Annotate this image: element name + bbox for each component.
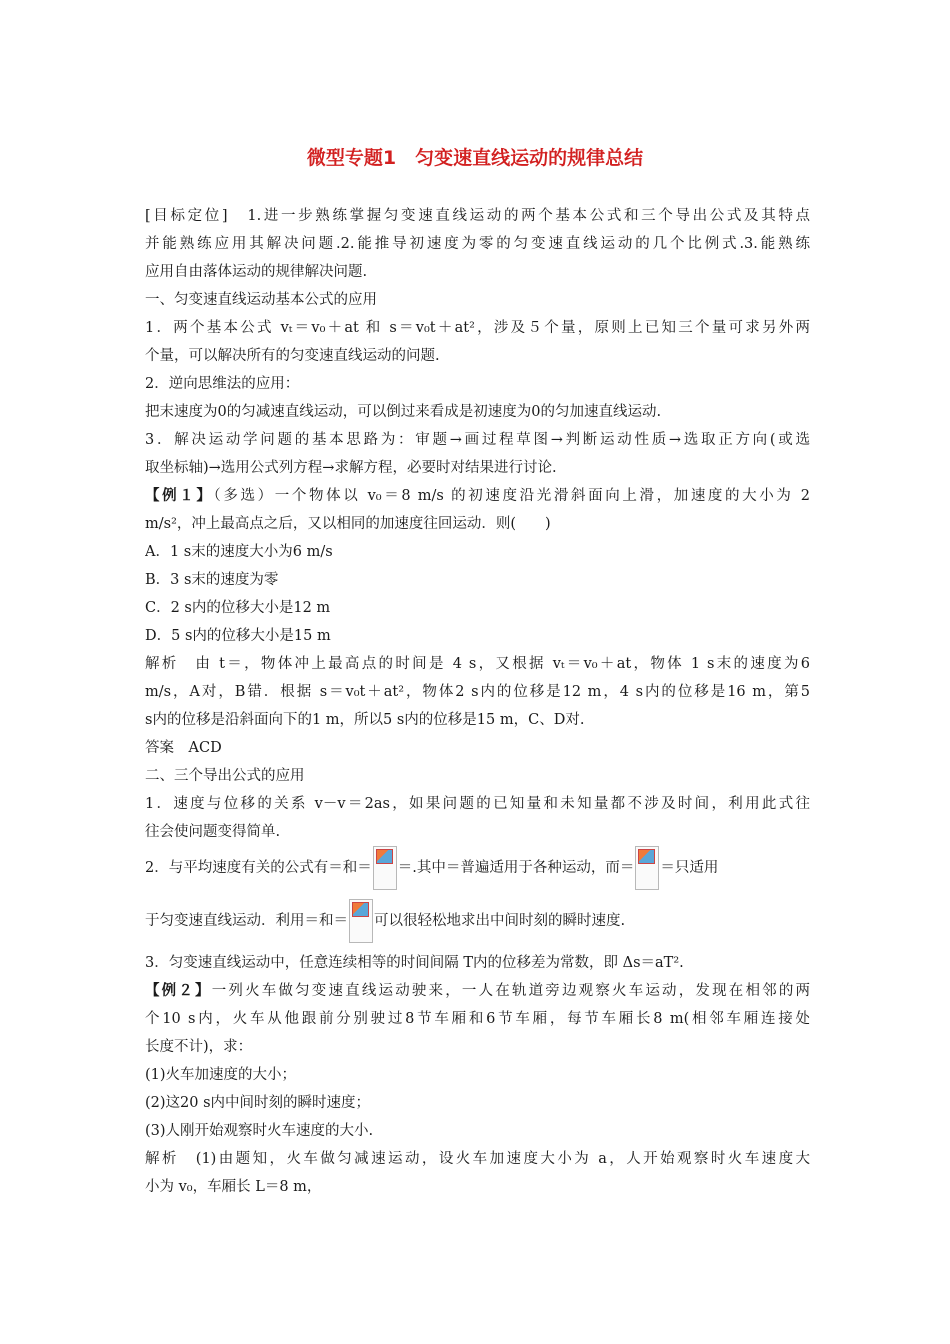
text-line: 把末速度为0的匀减速直线运动，可以倒过来看成是初速度为0的匀加速直线运动.	[145, 404, 662, 420]
text-line: 个量，可以解决所有的匀变速直线运动的问题.	[145, 348, 440, 364]
text-segment: 于匀变速直线运动．利用＝和＝	[145, 913, 348, 929]
example-label: 【例２】	[145, 982, 212, 999]
text-line: 应用自由落体运动的规律解决问题.	[145, 264, 368, 280]
formula-image-icon	[349, 899, 373, 943]
option-c: C．2 s内的位移大小是12 m	[145, 600, 331, 616]
text-segment: ＝只适用	[660, 860, 719, 876]
text-line: 3．匀变速直线运动中，任意连续相等的时间间隔 T内的位移差为常数，即 Δs＝aT².	[145, 955, 684, 971]
solution-line: s内的位移是沿斜面向下的1 m，所以5 s内的位移是15 m，C、D对.	[145, 712, 585, 728]
text-line: 1．两个基本公式 vₜ＝v₀＋at 和 s＝v₀t＋at²，涉及５个量，原则上已知三个量可求另外两	[145, 320, 810, 336]
formula-image-icon	[373, 846, 397, 890]
question-item: (1)火车加速度的大小；	[145, 1067, 297, 1083]
example-2-heading: 【例２】一列火车做匀变速直线运动驶来，一人在轨道旁边观察火车运动，发现在相邻的两	[145, 982, 810, 999]
page-title: 微型专题1 匀变速直线运动的规律总结	[306, 147, 644, 169]
text-line: 3．解决运动学问题的基本思路为：审题→画过程草图→判断运动性质→选取正方向(或选	[145, 432, 810, 448]
formula-line	[145, 898, 810, 944]
text-line: 个10 s内，火车从他跟前分别驶过8节车厢和6节车厢，每节车厢长8 m(相邻车厢连接处	[145, 1011, 810, 1027]
text-line: 长度不计)，求：	[145, 1039, 253, 1055]
option-b: B．3 s末的速度为零	[145, 572, 279, 588]
question-item: (3)人刚开始观察时火车速度的大小.	[145, 1123, 374, 1139]
text-segment: 2．与平均速度有关的公式有＝和＝	[145, 860, 372, 876]
formula-image-icon	[635, 846, 659, 890]
solution-line: 解析 由 t＝，物体冲上最高点的时间是 4 s，又根据 vₜ＝v₀＋at，物体 1 s末的速度为6	[145, 656, 810, 672]
text-line: 取坐标轴)→选用公式列方程→求解方程，必要时对结果进行讨论.	[145, 460, 557, 476]
solution-line: 小为 v₀，车厢长 L＝8 m，	[145, 1179, 322, 1195]
answer-line: 答案 ACD	[145, 740, 222, 756]
formula-line	[145, 845, 810, 891]
text-segment: ＝.其中＝普遍适用于各种运动，而＝	[397, 860, 635, 876]
solution-line: 解析 (1)由题知，火车做匀减速运动，设火车加速度大小为 a，人开始观察时火车速度大	[145, 1151, 810, 1167]
question-item: (2)这20 s内中间时刻的瞬时速度；	[145, 1095, 371, 1111]
example-1-heading: 【例１】（多选）一个物体以 v₀＝8 m/s 的初速度沿光滑斜面向上滑，加速度的大小为 2	[145, 487, 810, 504]
text-line: 1．速度与位移的关系 v－v＝2as，如果问题的已知量和未知量都不涉及时间，利用此式往	[145, 796, 810, 812]
text-line: 往会使问题变得简单.	[145, 824, 281, 840]
section-heading: 一、匀变速直线运动基本公式的应用	[145, 292, 377, 308]
section-heading: 二、三个导出公式的应用	[145, 768, 305, 784]
text-line: 2．逆向思维法的应用：	[145, 376, 300, 392]
text-line: [目标定位] 1.进一步熟练掌握匀变速直线运动的两个基本公式和三个导出公式及其特点	[145, 208, 810, 224]
text-segment: 可以很轻松地求出中间时刻的瞬时速度.	[374, 913, 626, 929]
solution-line: m/s，A对，B错．根据 s＝v₀t＋at²，物体2 s内的位移是12 m，4 s内的位移是16 m，第5	[145, 684, 810, 700]
text-line: m/s²，冲上最高点之后，又以相同的加速度往回运动．则( )	[145, 516, 551, 532]
option-d: D．5 s内的位移大小是15 m	[145, 628, 331, 644]
option-a: A．1 s末的速度大小为6 m/s	[145, 544, 333, 560]
text-line: 并能熟练应用其解决问题.2.能推导初速度为零的匀变速直线运动的几个比例式.3.能熟练	[145, 236, 810, 252]
example-label: 【例１】	[145, 487, 214, 504]
